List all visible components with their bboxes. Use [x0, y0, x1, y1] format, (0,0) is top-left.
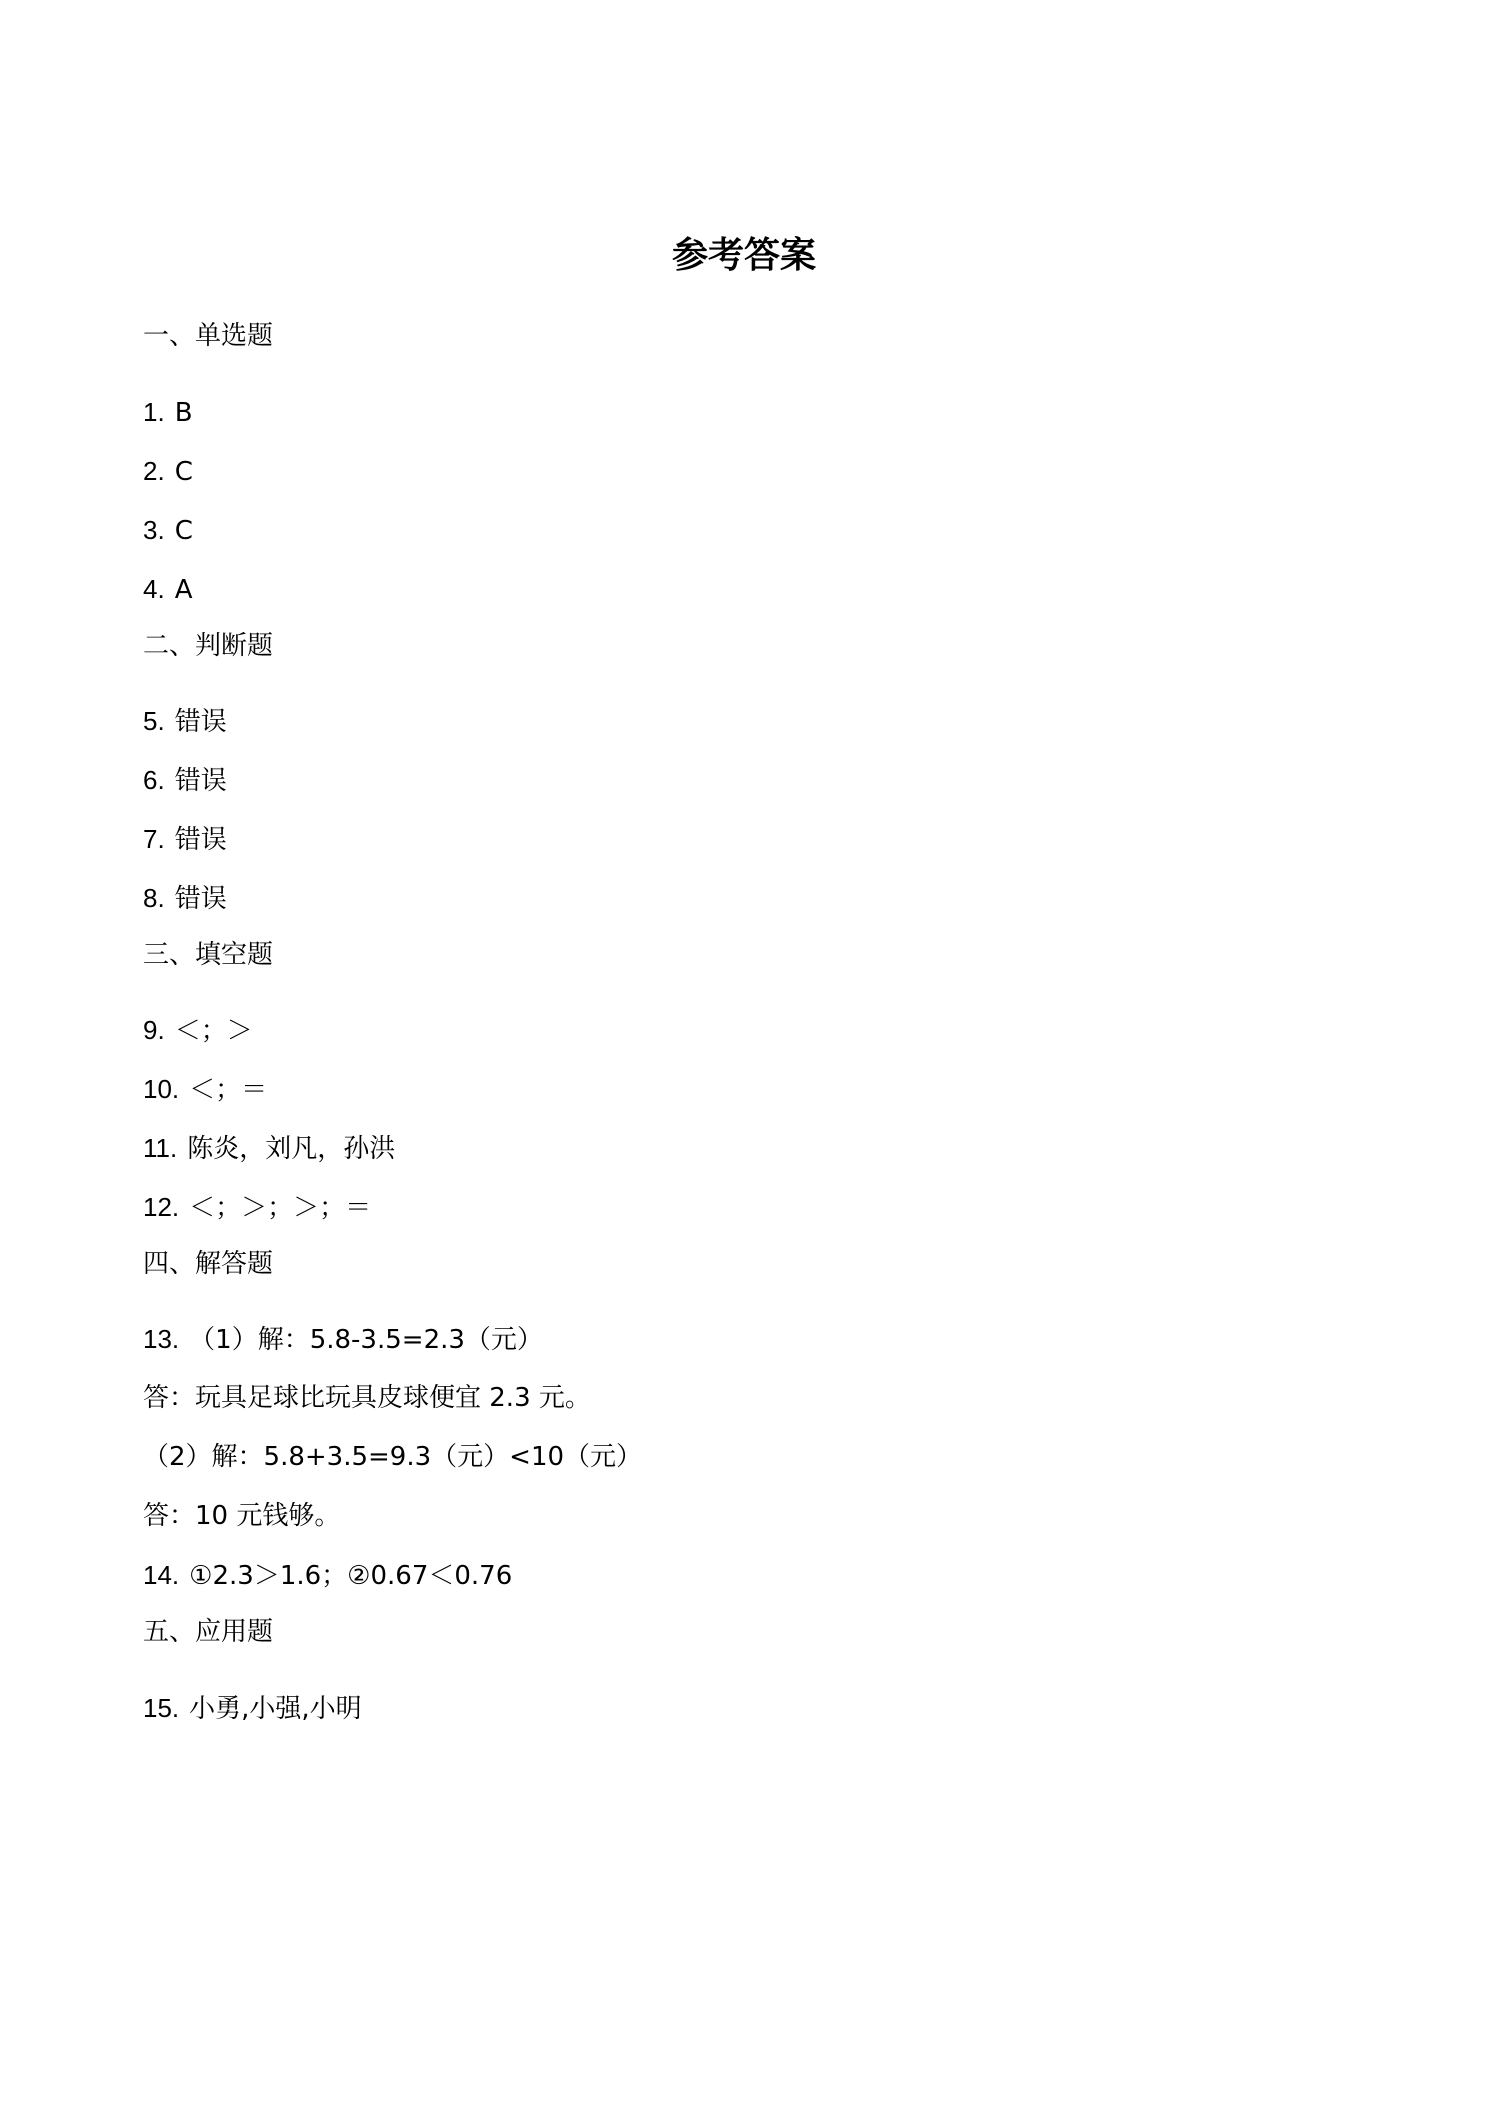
answer-line	[143, 392, 193, 433]
answer-line	[143, 1319, 543, 1360]
question-number: 4.	[143, 574, 165, 604]
section-heading-text: 二、判断题	[143, 631, 274, 661]
answer-text: 答：10 元钱够。	[143, 1501, 341, 1531]
question-number: 14.	[143, 1560, 180, 1590]
question-number: 10.	[143, 1074, 180, 1104]
question-number: 15.	[143, 1693, 180, 1723]
question-number: 9.	[143, 1015, 165, 1045]
answer-continuation-line	[143, 1437, 642, 1477]
answer-text: 错误	[174, 825, 227, 855]
answer-continuation-line	[143, 1378, 591, 1418]
answer-line	[143, 451, 193, 492]
answer-line	[143, 569, 192, 610]
section-heading-fill-in	[143, 935, 273, 975]
answer-line	[143, 1555, 512, 1596]
question-number: 13.	[143, 1324, 180, 1354]
question-number: 6.	[143, 765, 165, 795]
answer-line	[143, 1688, 362, 1729]
answer-line	[143, 510, 193, 551]
section-heading-single-choice	[143, 316, 273, 356]
answer-text: B	[174, 398, 193, 428]
answer-line	[143, 1010, 253, 1051]
answer-text: ＜；＝	[189, 1075, 268, 1105]
answer-text: ＜；＞；＞；＝	[189, 1193, 372, 1223]
answer-text: A	[174, 575, 193, 605]
section-heading-application	[143, 1612, 273, 1652]
answer-text: 错误	[174, 766, 227, 796]
answer-text: 错误	[174, 707, 227, 737]
answer-line	[143, 1187, 371, 1228]
section-heading-text: 四、解答题	[143, 1249, 274, 1279]
answer-line	[143, 1128, 395, 1169]
answer-text: 答：玩具足球比玩具皮球便宜 2.3 元。	[143, 1383, 591, 1413]
section-heading-solution	[143, 1244, 273, 1284]
answer-line	[143, 819, 227, 860]
section-heading-text: 三、填空题	[143, 940, 274, 970]
question-number: 2.	[143, 456, 165, 486]
answer-continuation-line	[143, 1496, 340, 1536]
question-number: 11.	[143, 1133, 178, 1163]
question-number: 7.	[143, 824, 165, 854]
answer-text: （2）解：5.8+3.5=9.3（元）<10（元）	[143, 1442, 643, 1472]
section-heading-text: 五、应用题	[143, 1617, 274, 1647]
answer-text: 错误	[174, 884, 227, 914]
question-number: 8.	[143, 883, 165, 913]
answer-text: （1）解：5.8-3.5=2.3（元）	[189, 1325, 543, 1355]
section-heading-true-false	[143, 626, 273, 666]
question-number: 3.	[143, 515, 165, 545]
answer-text: C	[174, 516, 193, 546]
answer-line	[143, 760, 227, 801]
page-title: 参考答案	[671, 235, 816, 276]
answer-text: 陈炎，刘凡，孙洪	[187, 1134, 396, 1164]
question-number: 1.	[143, 397, 165, 427]
answer-text: C	[174, 457, 193, 487]
answer-text: ①2.3＞1.6；②0.67＜0.76	[189, 1561, 513, 1591]
answer-text: 小勇,小强,小明	[189, 1694, 362, 1724]
answer-text: ＜；＞	[174, 1016, 253, 1046]
section-heading-text: 一、单选题	[143, 321, 274, 351]
question-number: 5.	[143, 706, 165, 736]
answer-line	[143, 878, 227, 919]
answer-line	[143, 701, 227, 742]
answer-line	[143, 1069, 267, 1110]
question-number: 12.	[143, 1192, 180, 1222]
